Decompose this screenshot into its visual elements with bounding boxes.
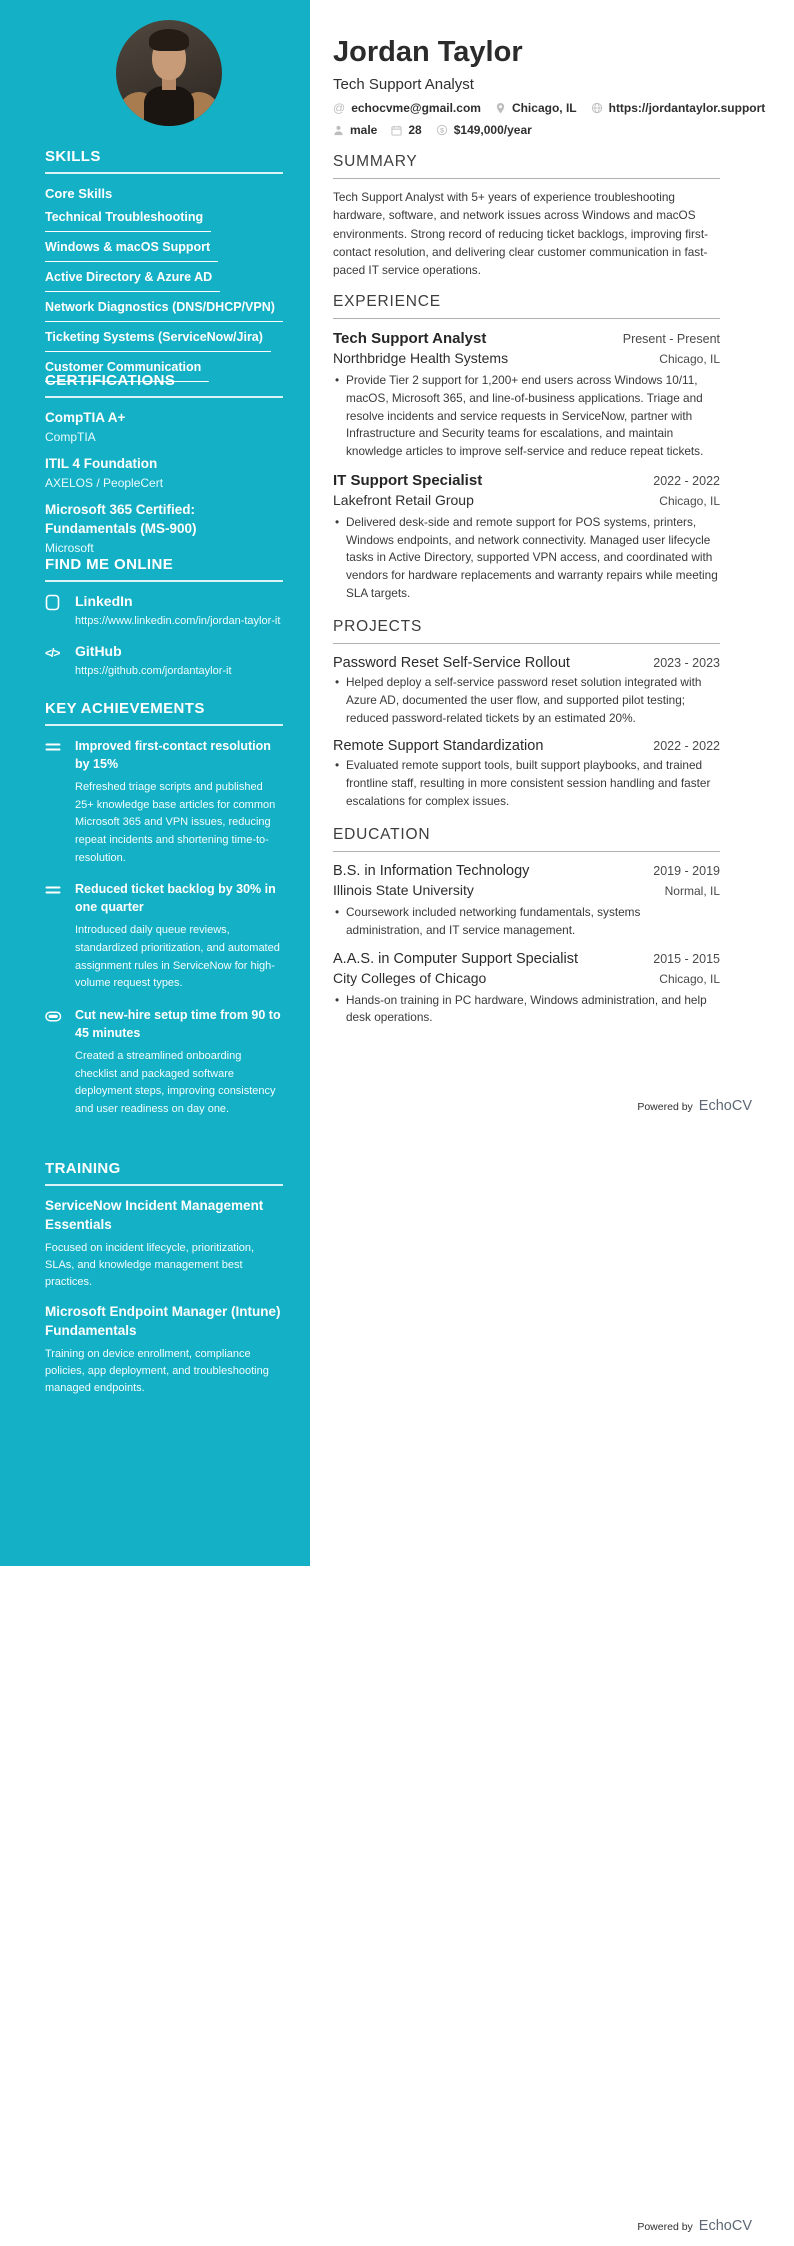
experience-section (333, 293, 720, 602)
education-school: City Colleges of Chicago (333, 969, 487, 986)
education-dates: 2015 - 2015 (653, 951, 720, 966)
list-icon (45, 880, 63, 993)
project-title: Password Reset Self-Service Rollout (333, 655, 570, 672)
social-link-url[interactable]: https://www.linkedin.com/in/jordan-taylor-it (75, 615, 281, 627)
brand-logo-text: EchoCV (698, 1098, 752, 1114)
experience-job-title: IT Support Specialist (333, 471, 483, 489)
project-entry (333, 655, 720, 727)
training-item (45, 1303, 283, 1397)
dollar-icon (436, 124, 448, 136)
contact-salary-value: $149,000/year (453, 123, 532, 137)
education-location: Chicago, IL (659, 971, 720, 986)
achievement-title: Improved first-contact resolution by 15% (75, 739, 271, 772)
resume-main (333, 0, 766, 1030)
experience-entry (333, 472, 720, 602)
certification-issuer: AXELOS / PeopleCert (45, 476, 164, 491)
summary-text: Tech Support Analyst with 5+ years of experience troubleshooting hardware, software, and network issues across Windows and macOS environments. Strong record of reducing ticket backlogs, improving first-contact resolution, and delivering clear customer communication in fast-paced IT service operations. (333, 190, 709, 278)
at-icon: @ (333, 101, 346, 115)
skill-item: Customer Communication (45, 360, 209, 382)
person-name: Jordan Taylor (333, 36, 523, 68)
training-item (45, 1197, 283, 1291)
projects-section (333, 618, 720, 810)
experience-job-title: Tech Support Analyst (333, 330, 487, 348)
project-bullet: • Helped deploy a self-service password reset solution integrated with Azure AD, documented the user flow, and supported pilot testing; reduced password-related tickets by an estimated 20%. (333, 674, 720, 727)
project-dates: 2022 - 2022 (653, 739, 720, 754)
skill-item: Ticketing Systems (ServiceNow/Jira) (45, 330, 271, 352)
project-title: Remote Support Standardization (333, 738, 544, 755)
experience-dates: Present - Present (622, 332, 720, 347)
contact-email-value[interactable]: echocvme@gmail.com (351, 101, 481, 115)
social-link-text (75, 593, 280, 630)
skills-group-label: Core Skills (45, 186, 113, 201)
education-section (333, 826, 720, 1027)
experience-company: Lakefront Retail Group (333, 491, 474, 508)
battery-icon (45, 1006, 63, 1119)
list-icon (45, 737, 63, 867)
training-description: Training on device enrollment, compliance policies, app deployment, and troubleshooting managed endpoints. (45, 1347, 269, 1394)
contact-website-value[interactable]: https://jordantaylor.support (608, 101, 766, 115)
skill-item: Network Diagnostics (DNS/DHCP/VPN) (45, 300, 283, 322)
certification-name: CompTIA A+ (45, 410, 126, 425)
training-heading: TRAINING (45, 1160, 283, 1186)
experience-entry (333, 330, 720, 460)
social-link-text (75, 643, 232, 680)
contact-website[interactable] (591, 101, 766, 115)
certifications-section (45, 372, 283, 566)
powered-by-footer-page1 (637, 1098, 752, 1114)
avatar-shape (144, 86, 194, 126)
achievement-description: Created a streamlined onboarding checklist and packaged software deployment steps, improving consistency and user readiness on day one. (75, 1050, 276, 1115)
summary-section (333, 153, 720, 279)
powered-by-label: Powered by (637, 1101, 693, 1113)
experience-bullets (333, 372, 720, 460)
achievement-text (75, 1006, 283, 1119)
education-heading: EDUCATION (333, 826, 720, 852)
contact-age (391, 123, 421, 137)
linkedin-icon (45, 593, 63, 630)
contact-gender-value: male (350, 123, 378, 137)
experience-bullet: • Provide Tier 2 support for 1,200+ end users across Windows 10/11, macOS, Microsoft 365, and line-of-business applications. Triage and resolve incidents and service requests in ServiceNow, partner with Infrastructure and Security teams for escalations, and maintain knowledge articles to improve self-service and reduce repeat tickets. (333, 372, 720, 460)
skill-item: Technical Troubleshooting (45, 210, 211, 232)
training-description: Focused on incident lifecycle, prioritization, SLAs, and knowledge management best practices. (45, 1241, 255, 1288)
project-bullets (333, 757, 720, 810)
social-link-linkedin[interactable] (45, 593, 283, 630)
contact-age-value: 28 (408, 123, 422, 137)
experience-location: Chicago, IL (659, 352, 720, 367)
achievement-item (45, 1006, 283, 1119)
contact-email[interactable] (333, 101, 481, 115)
contact-gender (333, 123, 377, 137)
project-bullets (333, 674, 720, 727)
training-section (45, 1160, 283, 1409)
education-degree: A.A.S. in Computer Support Specialist (333, 950, 579, 967)
certification-item (45, 409, 283, 444)
github-icon: </> (45, 645, 60, 660)
skill-item: Windows & macOS Support (45, 240, 218, 262)
certification-issuer: CompTIA (45, 430, 96, 445)
education-entry (333, 863, 720, 939)
achievement-text (75, 880, 283, 993)
certification-name: ITIL 4 Foundation (45, 456, 158, 472)
education-bullets (333, 992, 720, 1027)
experience-location: Chicago, IL (659, 493, 720, 508)
social-link-url[interactable]: https://github.com/jordantaylor-it (75, 664, 232, 677)
projects-heading: PROJECTS (333, 618, 720, 644)
brand-logo-text: EchoCV (698, 2218, 752, 2234)
education-school: Illinois State University (333, 882, 474, 899)
contact-row-secondary (333, 123, 720, 137)
project-entry (333, 738, 720, 810)
person-icon (333, 125, 344, 136)
svg-text:$: $ (439, 127, 444, 135)
skills-heading: SKILLS (45, 148, 283, 174)
social-link-github[interactable] (45, 643, 283, 680)
achievement-item (45, 737, 283, 867)
education-bullet: • Hands-on training in PC hardware, Windows administration, and help desk operations. (333, 992, 720, 1027)
key-achievements-section (45, 700, 283, 1131)
social-link-label[interactable]: LinkedIn (75, 593, 133, 609)
achievement-description: Refreshed triage scripts and published 25+ knowledge base articles for common Microsoft 365 and VPN issues, reducing repeat incidents and shortening time-to-resolution. (75, 781, 276, 864)
project-bullet: • Evaluated remote support tools, built support playbooks, and trained frontline staff, resulting in more consistent session handling and faster escalations for complex issues. (333, 757, 720, 810)
experience-company: Northbridge Health Systems (333, 350, 509, 367)
social-link-label[interactable]: GitHub (75, 642, 122, 659)
achievement-item (45, 880, 283, 993)
calendar-icon (391, 125, 402, 136)
contact-salary (436, 123, 532, 137)
achievement-title: Reduced ticket backlog by 30% in one quarter (75, 882, 276, 915)
skills-section (45, 148, 283, 390)
certifications-heading: CERTIFICATIONS (45, 372, 283, 398)
location-pin-icon (495, 102, 506, 115)
find-me-online-heading: FIND ME ONLINE (45, 556, 283, 582)
contact-location-value: Chicago, IL (511, 101, 577, 115)
avatar-shape (149, 29, 189, 51)
powered-by-label: Powered by (637, 2221, 693, 2233)
achievement-title: Cut new-hire setup time from 90 to 45 minutes (75, 1007, 281, 1040)
education-bullet: • Coursework included networking fundamentals, systems administration, and IT service management. (333, 904, 720, 939)
skill-item: Active Directory & Azure AD (45, 270, 220, 292)
training-title: Microsoft Endpoint Manager (Intune) Fundamentals (45, 1303, 281, 1338)
sidebar (0, 0, 310, 1566)
project-dates: 2023 - 2023 (653, 656, 720, 671)
key-achievements-heading: KEY ACHIEVEMENTS (45, 700, 283, 726)
avatar (116, 20, 222, 126)
experience-bullet: • Delivered desk-side and remote support for POS systems, printers, Windows endpoints, and network connectivity. Managed user lifecycle tasks in Active Directory, supported VPN access, and coordinated with vendors for hardware replacements and warranty repairs while meeting SLA targets. (333, 514, 720, 602)
experience-heading: EXPERIENCE (333, 293, 720, 319)
education-degree: B.S. in Information Technology (333, 863, 530, 880)
contact-row-primary (333, 101, 766, 115)
certification-item (45, 455, 283, 490)
education-dates: 2019 - 2019 (653, 864, 720, 879)
education-bullets (333, 904, 720, 939)
contact-location (495, 101, 577, 115)
globe-icon (591, 102, 603, 114)
achievement-description: Introduced daily queue reviews, standardized prioritization, and automated assignment rules in ServiceNow for high-volume request types. (75, 924, 280, 990)
find-me-online-section (45, 556, 283, 693)
certification-name: Microsoft 365 Certified: Fundamentals (MS-900) (45, 502, 197, 536)
experience-bullets (333, 514, 720, 602)
person-job-title: Tech Support Analyst (333, 76, 474, 93)
summary-heading: SUMMARY (333, 153, 720, 179)
powered-by-footer-page2 (637, 2218, 752, 2234)
training-title: ServiceNow Incident Management Essentials (45, 1198, 264, 1232)
achievement-text (75, 737, 283, 867)
education-location: Normal, IL (664, 884, 720, 899)
education-entry (333, 951, 720, 1027)
certification-item (45, 501, 283, 554)
experience-dates: 2022 - 2022 (653, 473, 720, 488)
certification-issuer: Microsoft (45, 540, 94, 555)
